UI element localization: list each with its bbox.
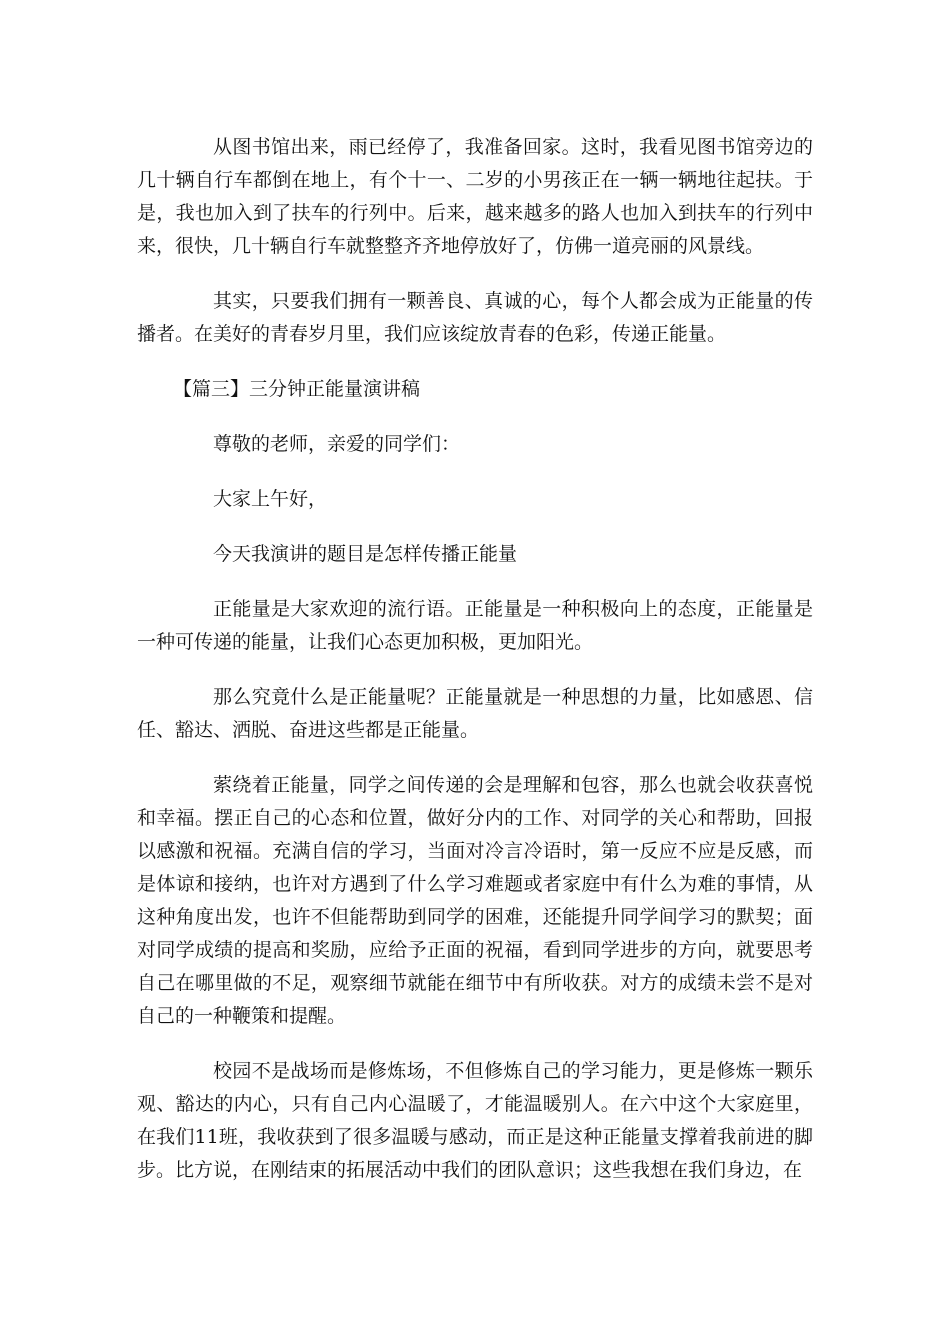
paragraph-classmates: 萦绕着正能量，同学之间传递的会是理解和包容，那么也就会收获喜悦和幸福。摆正自己的心态和位置，做好分内的工作、对同学的关心和帮助，回报以感激和祝福。充满自信的学习，当面对冷言冷语时，第一反应不应是反感，而是体谅和接纳，也许对方遇到了什么学习难题或者家庭中有什么为难的事情，从这种角度出发，也许不但能帮助到同学的困难，还能提升同学间学习的默契；面对同学成绩的提高和奖励，应给予正面的祝福，看到同学进步的方向，就要思考自己在哪里做的不足，观察细节就能在细节中有所收获。对方的成绩未尝不是对自己的一种鞭策和提醒。 [137,774,813,1027]
paragraph-definition: 正能量是大家欢迎的流行语。正能量是一种积极向上的态度，正能量是一种可传递的能量，让我们心态更加积极，更加阳光。 [137,598,813,653]
salutation-line: 大家上午好， [213,488,328,510]
topic-line: 今天我演讲的题目是怎样传播正能量 [213,543,518,565]
paragraph-kindness: 其实，只要我们拥有一颗善良、真诚的心，每个人都会成为正能量的传播者。在美好的青春岁月里，我们应该绽放青春的色彩，传递正能量。 [137,290,813,345]
paragraph-campus: 校园不是战场而是修炼场，不但修炼自己的学习能力，更是修炼一颗乐观、豁达的内心，只有自己内心温暖了，才能温暖别人。在六中这个大家庭里，在我们11班，我收获到了很多温暖与感动，而正是这种正能量支撑着我前进的脚步。比方说，在刚结束的拓展活动中我们的团队意识；这些我想在我们身边，在 [137,1060,813,1181]
greeting-line: 尊敬的老师，亲爱的同学们： [213,433,461,455]
document-body [137,131,813,1209]
paragraph-library: 从图书馆出来，雨已经停了，我准备回家。这时，我看见图书馆旁边的几十辆自行车都倒在地上，有个十一、二岁的小男孩正在一辆一辆地往起扶。于是，我也加入到了扶车的行列中。后来，越来越多的路人也加入到扶车的行列中来，很快，几十辆自行车就整整齐齐地停放好了，仿佛一道亮丽的风景线。 [137,136,813,257]
section-heading: 【篇三】三分钟正能量演讲稿 [173,378,421,400]
paragraph-what-is: 那么究竟什么是正能量呢？正能量就是一种思想的力量，比如感恩、信任、豁达、洒脱、奋进这些都是正能量。 [137,686,813,741]
